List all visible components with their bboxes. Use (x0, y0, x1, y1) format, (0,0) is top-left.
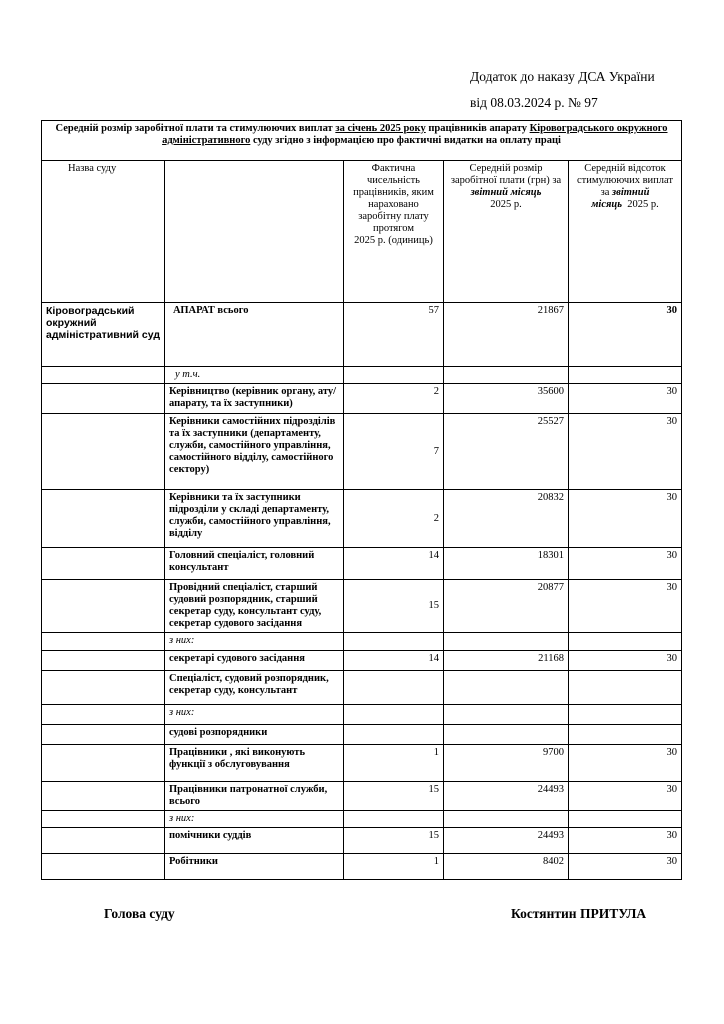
row-label: Спеціаліст, судовий розпорядник, секретар суду, консультант (165, 671, 344, 705)
col-header-blank (165, 161, 344, 303)
row-label: Головний спеціаліст, головний консультант (165, 548, 344, 580)
table-row (42, 782, 682, 811)
table-row (42, 854, 682, 880)
row-percent: 30 (569, 828, 682, 854)
row-percent: 30 (569, 782, 682, 811)
row-percent: 30 (569, 745, 682, 782)
row-percent: 30 (569, 854, 682, 880)
title-text-1: Середній розмір заробітної плати та стимулюючих виплат (55, 123, 336, 134)
table-row (42, 828, 682, 854)
signature-name: Костянтин ПРИТУЛА (511, 906, 647, 921)
row-count: 14 (344, 651, 444, 671)
row-salary: 20877 (444, 580, 569, 633)
row-count: 7 (344, 414, 444, 490)
total-percent: 30 (569, 303, 682, 367)
row-salary: 8402 (444, 854, 569, 880)
title-court: Кіровоградського окружного адміністративного (162, 123, 668, 146)
title-text-2: працівників апарату (425, 123, 530, 134)
row-percent: 30 (569, 548, 682, 580)
row-salary: 21168 (444, 651, 569, 671)
table-row (42, 633, 682, 651)
row-salary: 24493 (444, 828, 569, 854)
row-label: Керівництво (керівник органу, ату/апарату, та їх заступники) (165, 384, 344, 414)
row-label: судові розпорядники (165, 725, 344, 745)
row-label: помічники суддів (165, 828, 344, 854)
row-count: 14 (344, 548, 444, 580)
row-salary: 9700 (444, 745, 569, 782)
col-header-count: Фактична чисельність працівників, яким нараховано заробітну плату протягом 2025 р. (одиниць) (344, 161, 444, 303)
row-count: 15 (344, 828, 444, 854)
table-row (42, 671, 682, 705)
total-count: 57 (344, 303, 444, 367)
row-count: 15 (344, 782, 444, 811)
table-row (42, 303, 682, 367)
col-header-court: Назва суду (42, 161, 165, 303)
row-label: Працівники , які виконують функції з обслуговування (165, 745, 344, 782)
col-header-percent: Середній відсоток стимулюючих виплат за звітний місяць 2025 р. (569, 161, 682, 303)
row-label: секретарі судового засідання (165, 651, 344, 671)
row-count: 2 (344, 490, 444, 548)
total-label: АПАРАТ всього (165, 303, 344, 367)
row-percent: 30 (569, 490, 682, 548)
row-salary: 20832 (444, 490, 569, 548)
row-salary: 25527 (444, 414, 569, 490)
salary-table (41, 120, 682, 880)
row-label: з них: (165, 811, 344, 828)
row-label: Керівники самостійних підрозділів та їх заступники (департаменту, служби, самостійного управління, самостійного відділу, самостійного сектору) (165, 414, 344, 490)
row-percent: 30 (569, 580, 682, 633)
appendix-heading: Додаток до наказу ДСА України (470, 69, 655, 84)
table-row (42, 725, 682, 745)
table-row (42, 580, 682, 633)
table-row (42, 384, 682, 414)
row-label: Керівники та їх заступники підрозділи у складі департаменту, служби, самостійного управління, відділу (165, 490, 344, 548)
row-salary: 24493 (444, 782, 569, 811)
row-percent: 30 (569, 384, 682, 414)
table-title (42, 121, 682, 161)
row-salary: 35600 (444, 384, 569, 414)
row-label: з них: (165, 705, 344, 725)
total-salary: 21867 (444, 303, 569, 367)
signature-position: Голова суду (104, 906, 175, 921)
table-row (42, 811, 682, 828)
row-label: Провідний спеціаліст, старший судовий розпорядник, старший секретар суду, консультант суду, секретар судового засідання (165, 580, 344, 633)
row-salary: 18301 (444, 548, 569, 580)
row-count: 2 (344, 384, 444, 414)
table-row (42, 548, 682, 580)
table-row (42, 705, 682, 725)
title-period: за січень 2025 року (335, 123, 426, 134)
incl-label: у т.ч. (165, 367, 344, 384)
table-row (42, 490, 682, 548)
table-row (42, 745, 682, 782)
title-text-3: суду згідно з інформацією про фактичні видатки на оплату праці (250, 135, 561, 146)
row-label: з них: (165, 633, 344, 651)
row-percent: 30 (569, 651, 682, 671)
table-row (42, 414, 682, 490)
row-label: Працівники патронатної служби, всього (165, 782, 344, 811)
col-header-salary: Середній розмір заробітної плати (грн) за звітний місяць 2025 р. (444, 161, 569, 303)
table-row (42, 651, 682, 671)
row-count: 1 (344, 854, 444, 880)
row-count: 15 (344, 580, 444, 633)
table-row (42, 367, 682, 384)
row-percent: 30 (569, 414, 682, 490)
row-count: 1 (344, 745, 444, 782)
court-name: Кіровоградський окружний адміністративний суд (42, 303, 165, 367)
order-reference: від 08.03.2024 р. № 97 (470, 95, 598, 110)
row-label: Робітники (165, 854, 344, 880)
